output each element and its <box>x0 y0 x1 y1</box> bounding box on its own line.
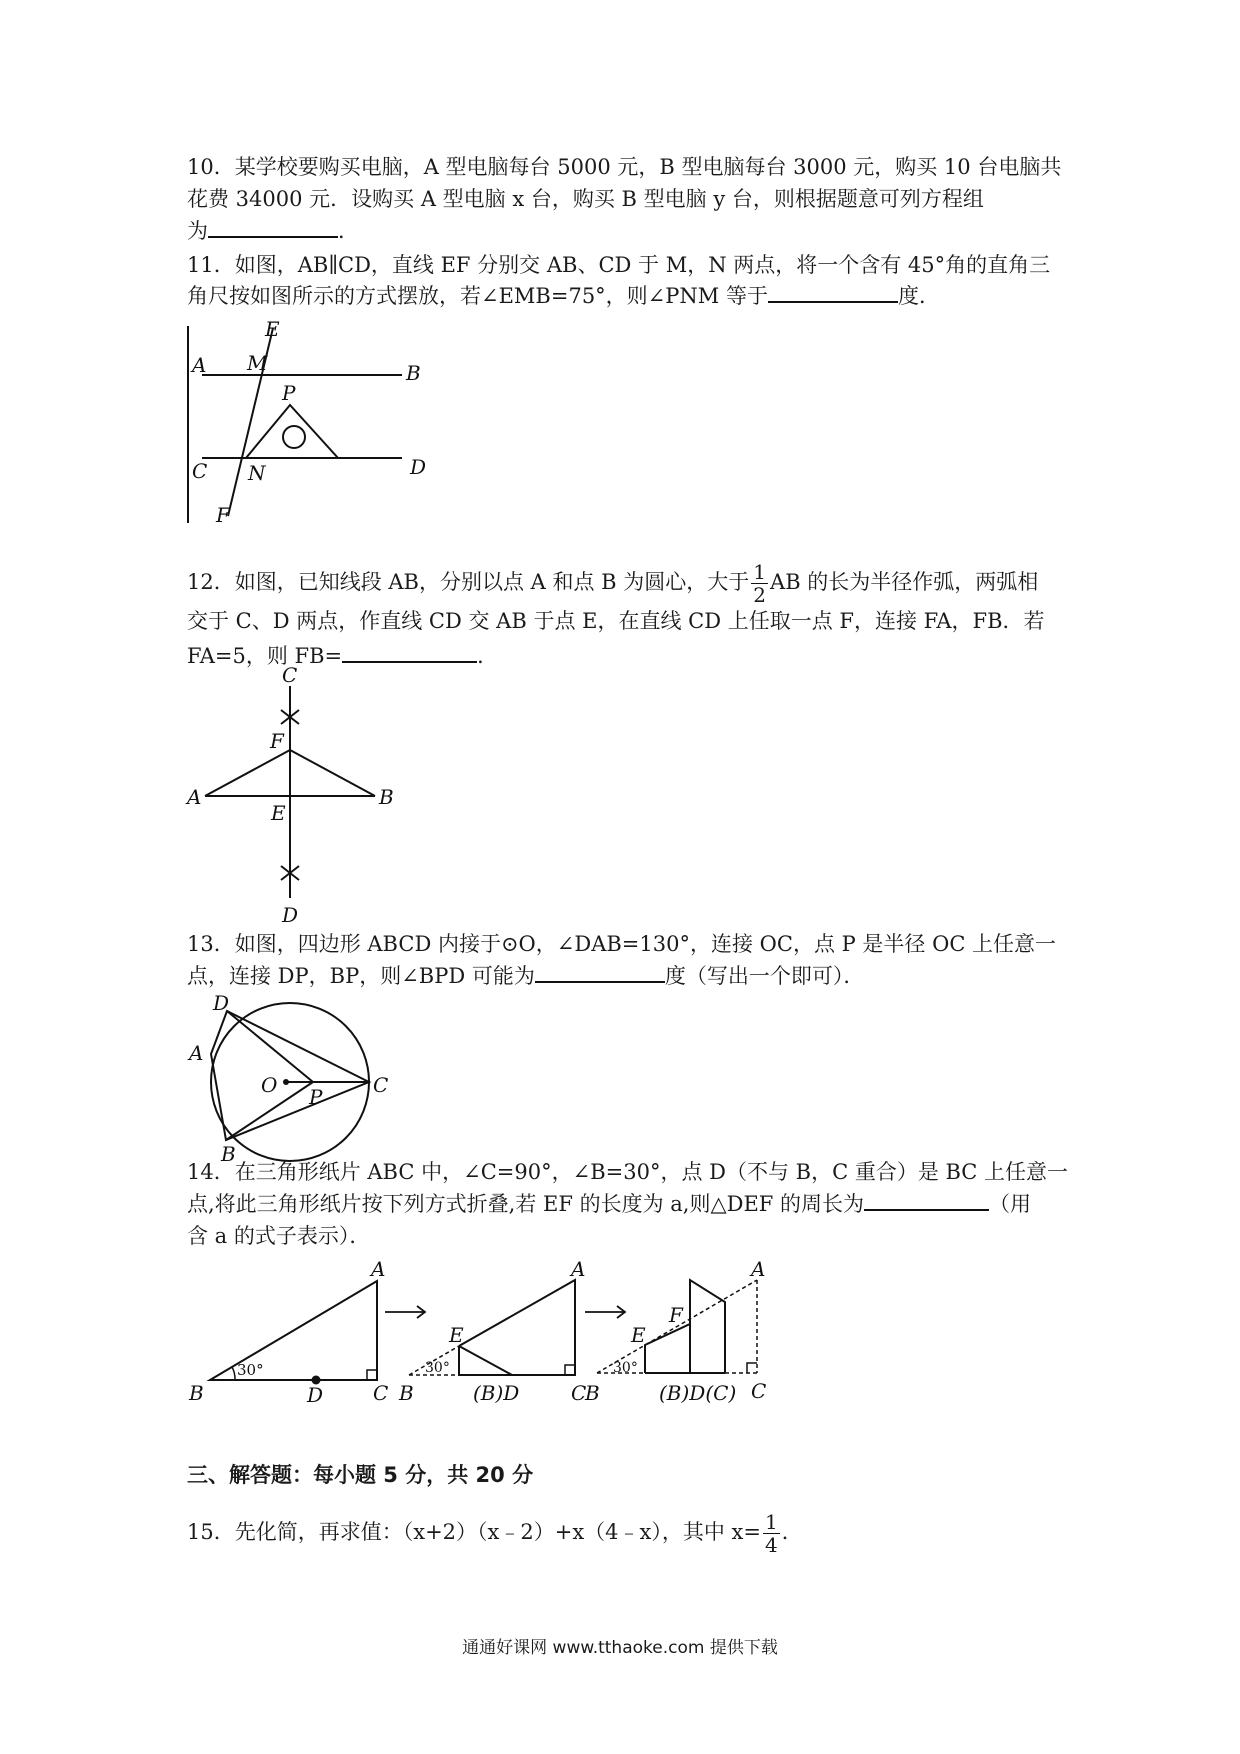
q11-label-f: F <box>216 503 230 527</box>
q12-label-f: F <box>270 729 284 753</box>
q11-label-d: D <box>410 455 427 479</box>
q13-line2-post: 度（写出一个即可）． <box>664 964 865 988</box>
q13-label-p: P <box>309 1085 323 1109</box>
q13-line2-pre: 点，连接 DP，BP，则∠BPD 可能为 <box>187 964 535 988</box>
q13-answer-blank <box>535 963 665 983</box>
q11-figure <box>180 318 440 528</box>
q13-quadrilateral <box>211 1011 369 1140</box>
q11-label-b: B <box>406 361 421 385</box>
q12-label-e: E <box>271 801 286 825</box>
q12-label-b: B <box>379 785 394 809</box>
q15-text-pre: 15．先化简，再求值：（x+2）（x﹣2）+x（4﹣x），其中 x= <box>187 1520 761 1544</box>
q11-label-n: N <box>248 461 266 485</box>
q12-answer-blank <box>342 643 477 663</box>
q13-center-point <box>283 1079 289 1085</box>
q11-answer-blank <box>768 283 898 303</box>
q14-answer-blank <box>864 1191 989 1211</box>
q12-frac-den: 2 <box>753 583 767 607</box>
q11-line2 <box>187 281 940 311</box>
q12-label-d: D <box>282 903 299 927</box>
q14-angle-label-1: 30° <box>237 1361 264 1379</box>
q14-line2 <box>187 1189 1031 1219</box>
q15-fraction <box>763 1511 780 1556</box>
q11-line2-pre: 角尺按如图所示的方式摆放，若∠EMB=75°，则∠PNM 等于 <box>187 284 768 308</box>
q14-label-f-3: F <box>669 1303 683 1327</box>
q15-frac-num: 1 <box>764 1510 778 1534</box>
q11-label-a: A <box>192 353 207 377</box>
q12-line1-pre: 12．如图，已知线段 AB，分别以点 A 和点 B 为圆心，大于 <box>187 570 750 594</box>
q14-label-a-1: A <box>371 1257 386 1281</box>
q13-line2 <box>187 961 864 991</box>
q12-line3 <box>187 641 498 671</box>
q14-line1: 14．在三角形纸片 ABC 中，∠C=90°，∠B=30°，点 D（不与 B，C 重合）是 BC 上任意一 <box>187 1160 1069 1184</box>
q14-label-bd-2: (B)D <box>473 1381 520 1405</box>
q14-angle-label-2: 30° <box>425 1360 450 1376</box>
q14-label-bdc-3: (B)D(C) <box>659 1381 737 1405</box>
q14-label-a-2: A <box>571 1257 586 1281</box>
q14-label-c-2: C <box>571 1381 587 1405</box>
q12-figure <box>185 663 405 928</box>
q10-line3-pre: 为 <box>187 219 208 243</box>
q14-label-a-3: A <box>751 1257 766 1281</box>
q14-label-c-3: C <box>751 1379 767 1403</box>
q13-label-b: B <box>221 1142 236 1166</box>
q11-line2-post: 度． <box>897 284 940 308</box>
q13-label-c: C <box>373 1073 389 1097</box>
q11-label-p: P <box>282 381 296 405</box>
q15-line <box>187 1508 803 1556</box>
q11-label-c: C <box>192 459 208 483</box>
q13-label-a: A <box>189 1041 204 1065</box>
q14-triangle-abc <box>210 1281 377 1380</box>
q13-label-d: D <box>213 991 230 1015</box>
q12-segment-fa <box>205 750 290 796</box>
q10-line3 <box>187 216 359 246</box>
q14-angle-label-3: 30° <box>613 1360 638 1376</box>
q14-label-b-2: B <box>399 1381 414 1405</box>
q12-line1-post: AB 的长为半径作弧，两弧相 <box>770 570 1039 594</box>
section-heading: 三、解答题：每小题 5 分，共 20 分 <box>187 1463 534 1487</box>
q10-line3-post: ． <box>338 219 359 243</box>
q12-frac-num: 1 <box>753 560 767 584</box>
q15-text-post: ． <box>781 1520 803 1544</box>
q11-triangle-ruler <box>246 405 338 458</box>
q14-label-b-1: B <box>189 1381 204 1405</box>
q15-frac-den: 4 <box>764 1533 778 1557</box>
q11-ruler-hole <box>283 426 305 448</box>
q14-folded-shape-2 <box>645 1324 690 1373</box>
q12-line1 <box>187 561 1038 606</box>
q14-line2-post: （用 <box>989 1192 1032 1216</box>
q13-line1: 13．如图，四边形 ABCD 内接于⊙O，∠DAB=130°，连接 OC，点 P 是半径 OC 上任意一 <box>187 932 1057 956</box>
q12-segment-fb <box>290 750 375 796</box>
page-footer: 通通好课网 www.tthaoke.com 提供下载 <box>462 1638 778 1658</box>
q14-line3: 含 a 的式子表示）． <box>187 1224 371 1248</box>
q12-line2: 交于 C、D 两点，作直线 CD 交 AB 于点 E，在直线 CD 上任取一点 F，连接 FA，FB．若 <box>187 609 1045 633</box>
q14-folded-shape-1 <box>459 1280 575 1375</box>
q13-figure <box>185 991 389 1166</box>
q14-label-b-3: B <box>585 1381 600 1405</box>
q10-line1: 10．某学校要购买电脑，A 型电脑每台 5000 元，B 型电脑每台 3000 元，购买 10 台电脑共 <box>187 155 1062 179</box>
q14-label-d-1: D <box>307 1383 324 1407</box>
q14-label-e-2: E <box>449 1323 464 1347</box>
q14-label-e-3: E <box>631 1323 646 1347</box>
q11-label-m: M <box>247 351 268 375</box>
q11-label-e: E <box>265 317 280 341</box>
q14-label-c-1: C <box>373 1381 389 1405</box>
q11-line1: 11．如图，AB∥CD，直线 EF 分别交 AB、CD 于 M，N 两点，将一个含有 45°角的直角三 <box>187 253 1051 277</box>
q10-line2: 花费 34000 元．设购买 A 型电脑 x 台，购买 B 型电脑 y 台，则根据题意可列方程组 <box>187 187 984 211</box>
q12-label-a: A <box>187 785 202 809</box>
q13-label-o: O <box>261 1073 278 1097</box>
q12-fraction <box>751 561 768 606</box>
q12-label-c: C <box>282 663 298 687</box>
q12-line3-post: ． <box>477 644 499 668</box>
q14-figure <box>185 1257 805 1410</box>
q12-line3-pre: FA=5，则 FB= <box>187 644 343 668</box>
q14-line2-pre: 点,将此三角形纸片按下列方式折叠,若 EF 的长度为 a,则△DEF 的周长为 <box>187 1192 865 1216</box>
q10-answer-blank <box>208 218 338 238</box>
